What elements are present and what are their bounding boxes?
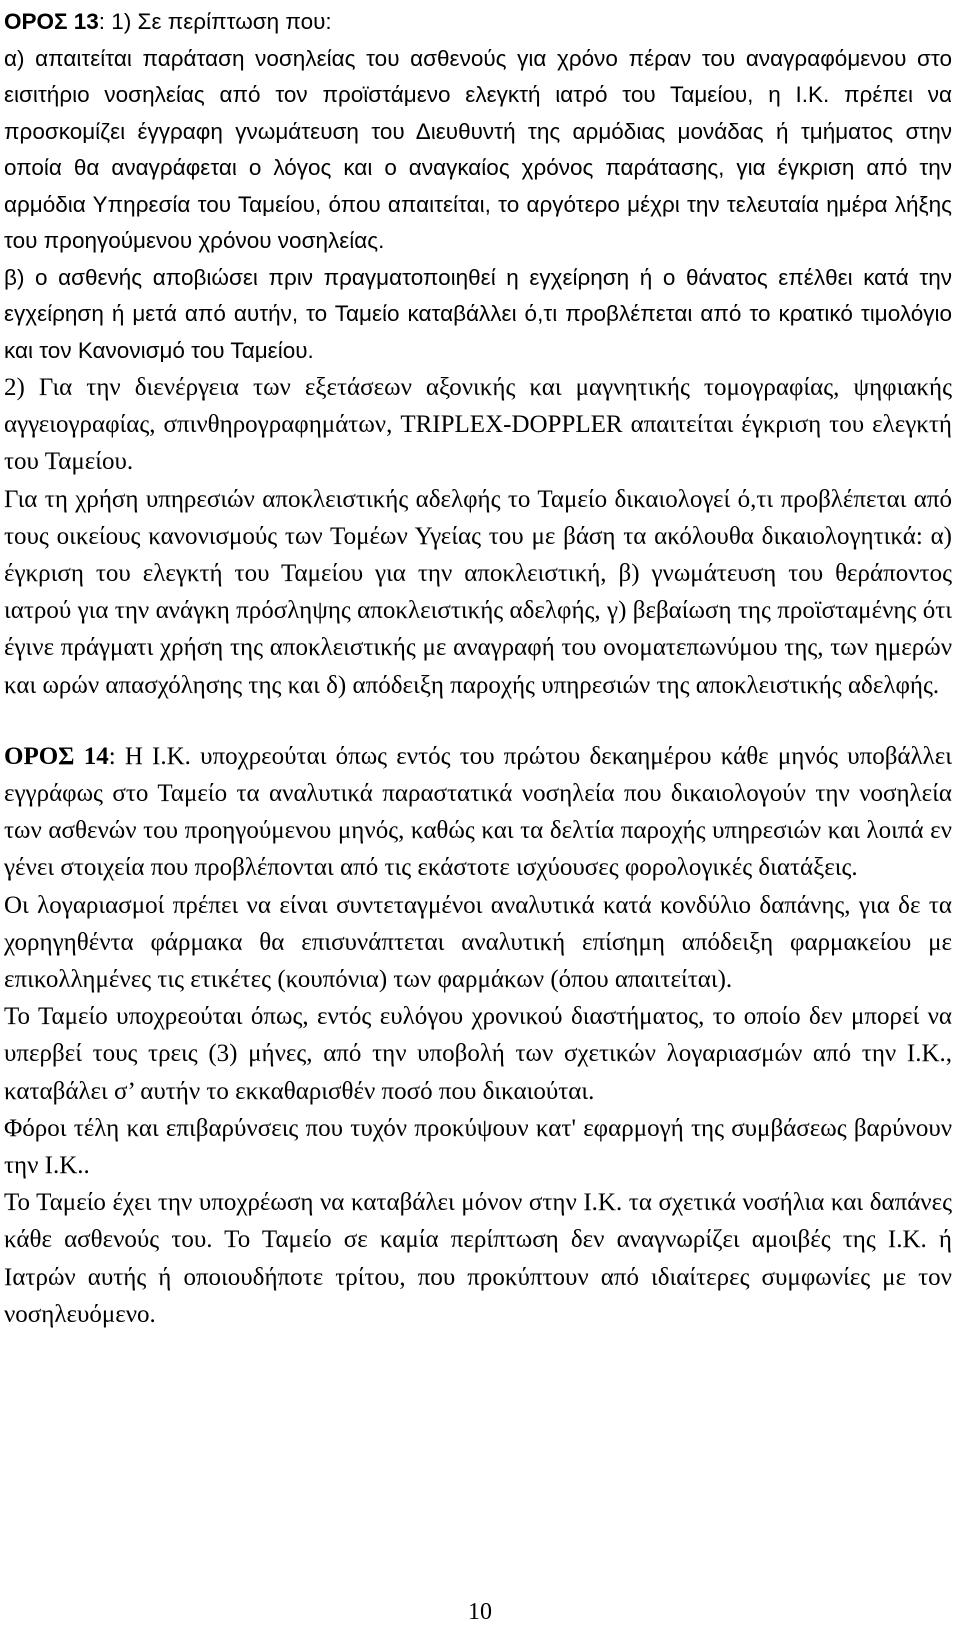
term-14-para-5: Το Ταμείο έχει την υποχρέωση να καταβάλει μόνον στην Ι.Κ. τα σχετικά νοσήλια και δαπάνες κάθε ασθενούς του. Το Ταμείο σε καμία περίπτωση δεν αναγνωρίζει αμοιβές της Ι.Κ. ή Ιατρών αυτής ή οποιουδήποτε τρίτου, που προκύπτουν από ιδιαίτερες συμφωνίες με τον νοσηλευόμενο. — [4, 1189, 952, 1328]
term-14-para-1 — [4, 738, 952, 887]
term-13-section — [4, 4, 952, 369]
term-14-section — [4, 738, 952, 1333]
term-14-heading: ΟΡΟΣ 14 — [4, 742, 109, 770]
term-13-para-a: α) απαιτείται παράταση νοσηλείας του ασθενούς για χρόνο πέραν του αναγραφόμενου στο εισιτήριο νοσηλείας από τον προϊστάμενο ελεγκτή ιατρό του Ταμείου, η Ι.Κ. πρέπει να προσκομίζει έγγραφη γνωμάτευση του Διευθυντή της αρμόδιας μονάδας ή τμήματος στην οποία θα αναγράφεται ο λόγος και ο αναγκαίος χρόνος παράτασης, για έγκριση από την αρμόδια Υπηρεσία του Ταμείου, όπου απαιτείται, το αργότερο μέχρι την τελευταία ημέρα λήξης του προηγούμενου χρόνου νοσηλείας. — [4, 45, 952, 253]
page-number: 10 — [468, 1599, 492, 1625]
term-13-continued — [4, 369, 952, 704]
term-14-para-4: Φόροι τέλη και επιβαρύνσεις που τυχόν προκύψουν κατ' εφαρμογή της συμβάσεως βαρύνουν την Ι.Κ.. — [4, 1114, 952, 1180]
term-13-para-nurse: Για τη χρήση υπηρεσιών αποκλειστικής αδελφής το Ταμείο δικαιολογεί ό,τι προβλέπεται από τους οικείους κανονισμούς των Τομέων Υγείας του με βάση τα ακόλουθα δικαιολογητικά: α) έγκριση του ελεγκτή του Ταμείου για την αποκλειστική, β) γνωμάτευση του θεράποντος ιατρού για την ανάγκη πρόσληψης αποκλειστικής αδελφής, γ) βεβαίωση της προϊσταμένης ότι έγινε πράγματι χρήση της αποκλειστικής με αναγραφή του ονοματεπωνύμου της, των ημερών και ωρών απασχόλησης της και δ) απόδειξη παροχής υπηρεσιών της αποκλειστικής αδελφής. — [4, 485, 952, 699]
section-gap — [4, 704, 952, 738]
term-14-para-1-text: : Η Ι.Κ. υποχρεούται όπως εντός του πρώτου δεκαημέρου κάθε μηνός υποβάλλει εγγράφως στο Ταμείο τα αναλυτικά παραστατικά νοσηλεία που δικαιολογούν την νοσηλεία των ασθενών του προηγούμενου μηνός, καθώς και τα δελτία παροχής υπηρεσιών και λοιπά εν γένει στοιχεία που προβλέπονται από τις εκάστοτε ισχύουσες φορολογικές διατάξεις. — [4, 742, 952, 882]
document-page — [4, 4, 952, 1333]
term-13-para-2: 2) Για την διενέργεια των εξετάσεων αξονικής και μαγνητικής τομογραφίας, ψηφιακής αγγειογραφίας, σπινθηρογραφημάτων, TRIPLEX-DOPPLER απαιτείται έγκριση του ελεγκτή του Ταμείου. — [4, 374, 952, 476]
term-13-para-b: β) ο ασθενής αποβιώσει πριν πραγματοποιηθεί η εγχείρηση ή ο θάνατος επέλθει κατά την εγχείρηση ή μετά από αυτήν, το Ταμείο καταβάλλει ό,τι προβλέπεται από το κρατικό τιμολόγιο και τον Κανονισμό του Ταμείου. — [4, 264, 952, 363]
term-14-para-3: Το Ταμείο υποχρεούται όπως, εντός ευλόγου χρονικού διαστήματος, το οποίο δεν μπορεί να υπερβεί τους τρεις (3) μήνες, από την υποβολή των σχετικών λογαριασμών από την Ι.Κ., καταβάλει σ’ αυτήν το εκκαθαρισθέν ποσό που δικαιούται. — [4, 1003, 952, 1105]
term-13-intro-text: : 1) Σε περίπτωση που: — [98, 9, 332, 34]
term-14-para-2: Οι λογαριασμοί πρέπει να είναι συντεταγμένοι αναλυτικά κατά κονδύλιο δαπάνης, για δε τα χορηγηθέντα φάρμακα θα επισυνάπτεται αναλυτική επίσημη απόδειξη φαρμακείου με επικολλημένες τις ετικέτες (κουπόνια) των φαρμάκων (όπου απαιτείται). — [4, 891, 952, 994]
term-13-heading: ΟΡΟΣ 13 — [4, 9, 99, 34]
term-13-intro — [4, 4, 952, 41]
